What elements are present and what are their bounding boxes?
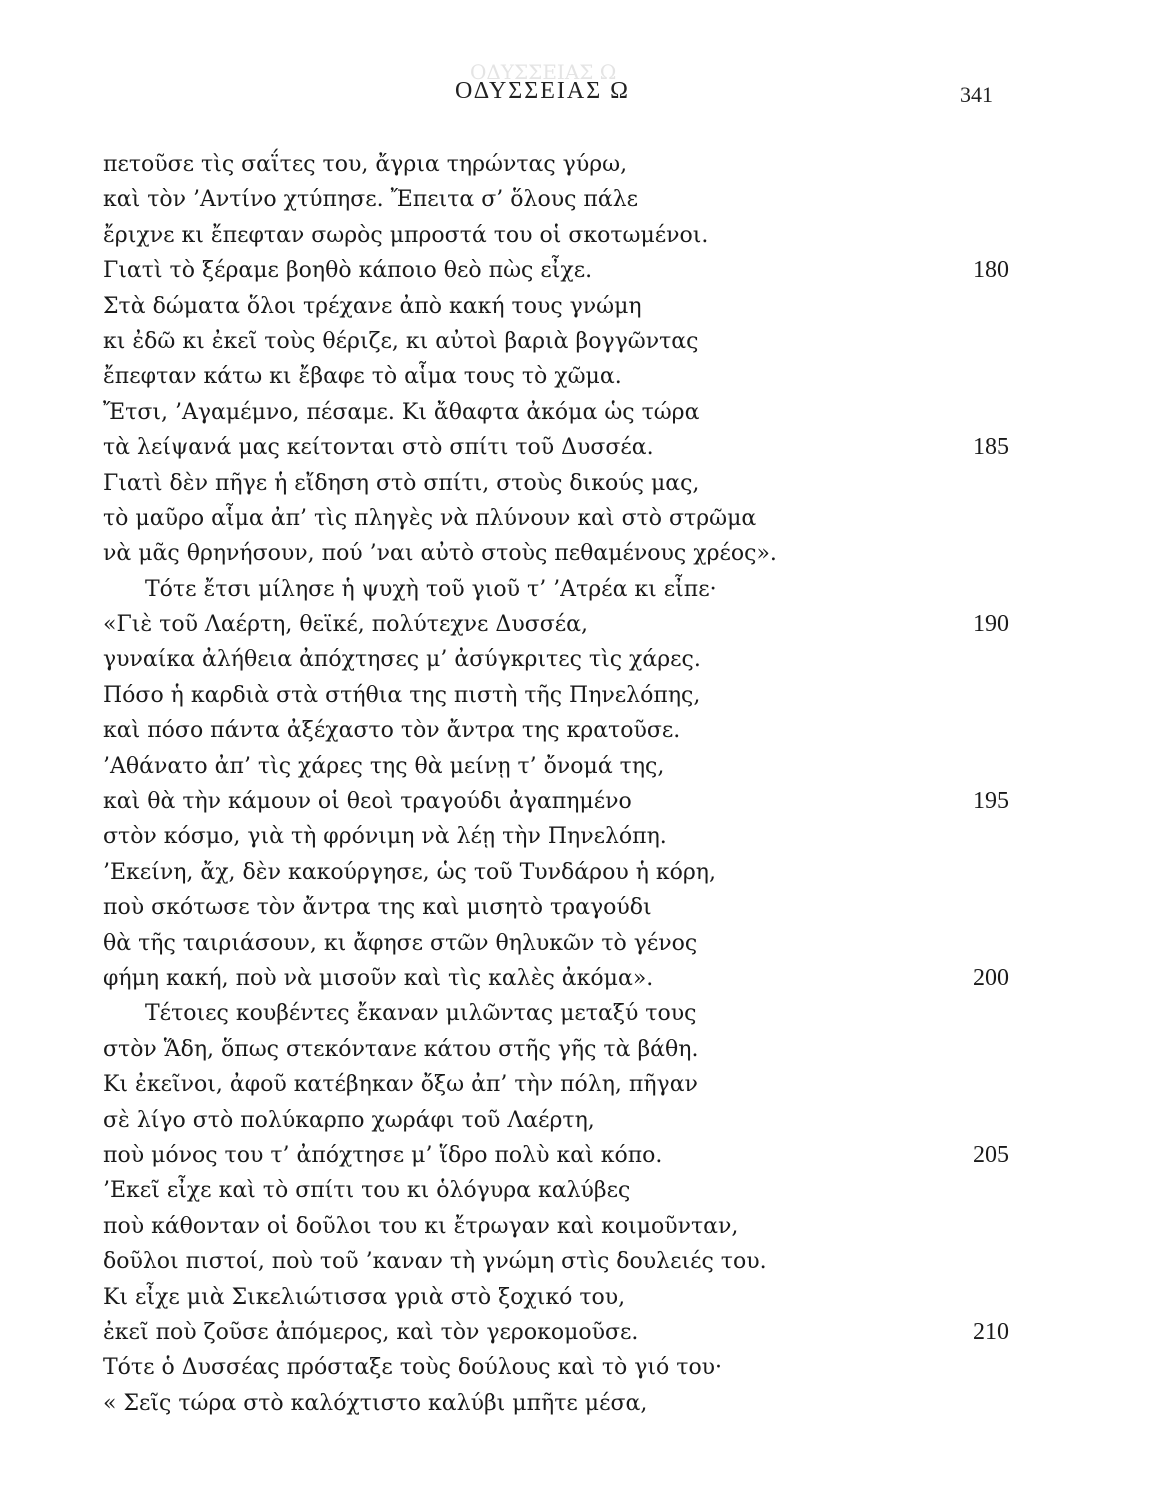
verse-text: ἔριχνε κι ἔπεφταν σωρὸς μπροστά του οἱ σκοτωμένοι. — [103, 222, 709, 248]
verse-line — [0, 1280, 1151, 1315]
verse-line — [0, 607, 1151, 642]
verse-line — [0, 182, 1151, 217]
verse-text: Τότε ἔτσι μίλησε ἡ ψυχὴ τοῦ γιοῦ τ’ ’Ατρέα κι εἶπε· — [145, 576, 717, 602]
verse-text: κι ἐδῶ κι ἐκεῖ τοὺς θέριζε, κι αὐτοὶ βαριὰ βογγῶντας — [103, 328, 699, 354]
verse-line — [0, 678, 1151, 713]
verse-line — [0, 855, 1151, 890]
verse-text: Γιατὶ δὲν πῆγε ἡ εἴδηση στὸ σπίτι, στοὺς δικούς μας, — [103, 470, 700, 496]
verse-line — [0, 1138, 1151, 1173]
line-number: 180 — [973, 257, 1009, 284]
verse-line — [0, 926, 1151, 961]
verse-text: Κι εἶχε μιὰ Σικελιώτισσα γριὰ στὸ ξοχικό του, — [103, 1284, 626, 1310]
verse-line — [0, 466, 1151, 501]
verse-text: γυναίκα ἀλήθεια ἀπόχτησες μ’ ἀσύγκριτες τὶς χάρες. — [103, 647, 701, 673]
verse-text: ποὺ κάθονταν οἱ δοῦλοι του κι ἔτρωγαν καὶ κοιμοῦνταν, — [103, 1213, 739, 1239]
verse-text: καὶ πόσο πάντα ἀξέχαστο τὸν ἄντρα της κρατοῦσε. — [103, 718, 681, 744]
verse-line — [0, 1386, 1151, 1421]
verse-line — [0, 961, 1151, 996]
verse-text: πετοῦσε τὶς σαΐτες του, ἄγρια τηρώντας γύρω, — [103, 152, 628, 177]
verse-line — [0, 253, 1151, 288]
verse-line — [0, 430, 1151, 465]
verse-text: Τότε ὁ Δυσσέας πρόσταξε τοὺς δούλους καὶ τὸ γιό του· — [103, 1355, 723, 1381]
verse-text: Γιατὶ τὸ ξέραμε βοηθὸ κάποιο θεὸ πὼς εἶχε. — [103, 258, 593, 284]
verse-line — [0, 324, 1151, 359]
verse-line — [0, 1032, 1151, 1067]
line-number: 190 — [973, 611, 1009, 638]
verse-line — [0, 1173, 1151, 1208]
running-head-title: ΟΔΥΣΣΕΙΑΣ Ω — [455, 78, 630, 104]
verse-line — [0, 1209, 1151, 1244]
verse-line — [0, 536, 1151, 571]
verse-text: στὸν Ἅδη, ὅπως στεκόντανε κάτου στῆς γῆς τὰ βάθη. — [103, 1036, 699, 1062]
verse-line — [0, 1103, 1151, 1138]
verse-line — [0, 218, 1151, 253]
verse-text: Κι ἐκεῖνοι, ἀφοῦ κατέβηκαν ὄξω ἀπ’ τὴν πόλη, πῆγαν — [103, 1072, 698, 1098]
poem-body — [0, 147, 1151, 1421]
verse-text: καὶ θὰ τὴν κάμουν οἱ θεοὶ τραγούδι ἀγαπημένο — [103, 789, 632, 815]
line-number: 200 — [973, 964, 1009, 991]
verse-text: ποὺ μόνος του τ’ ἀπόχτησε μ’ ἵδρο πολὺ καὶ κόπο. — [103, 1142, 663, 1168]
verse-text: τὰ λείψανά μας κείτονται στὸ σπίτι τοῦ Δυσσέα. — [103, 435, 654, 461]
verse-text: Στὰ δώματα ὅλοι τρέχανε ἀπὸ κακή τους γνώμη — [103, 293, 642, 319]
verse-line — [0, 819, 1151, 854]
verse-text: ποὺ σκότωσε τὸν ἄντρα της καὶ μισητὸ τραγούδι — [103, 895, 652, 921]
verse-line — [0, 890, 1151, 925]
verse-line — [0, 713, 1151, 748]
verse-text: δοῦλοι πιστοί, ποὺ τοῦ ’καναν τὴ γνώμη στὶς δουλειές του. — [103, 1249, 767, 1275]
verse-line — [0, 749, 1151, 784]
line-number: 195 — [973, 788, 1009, 815]
verse-line — [0, 1350, 1151, 1385]
verse-line — [0, 1067, 1151, 1102]
line-number: 205 — [973, 1141, 1009, 1168]
line-number: 210 — [973, 1318, 1009, 1345]
verse-line — [0, 359, 1151, 394]
verse-text: ’Αθάνατο ἀπ’ τὶς χάρες της θὰ μείνῃ τ’ ὄνομά της, — [103, 753, 665, 779]
verse-text: καὶ τὸν ’Αντίνο χτύπησε. Ἔπειτα σ’ ὅλους πάλε — [103, 187, 639, 213]
verse-text: ἔπεφταν κάτω κι ἔβαφε τὸ αἷμα τους τὸ χῶμα. — [103, 364, 622, 390]
verse-line — [0, 642, 1151, 677]
verse-text: τὸ μαῦρο αἷμα ἀπ’ τὶς πληγὲς νὰ πλύνουν καὶ στὸ στρῶμα — [103, 505, 757, 531]
verse-line — [0, 1244, 1151, 1279]
verse-text: νὰ μᾶς θρηνήσουν, πού ’ναι αὐτὸ στοὺς πεθαμένους χρέος». — [103, 541, 777, 567]
verse-text: «Γιὲ τοῦ Λαέρτη, θεϊκέ, πολύτεχνε Δυσσέα, — [103, 612, 588, 638]
verse-text: στὸν κόσμο, γιὰ τὴ φρόνιμη νὰ λέῃ τὴν Πηνελόπη. — [103, 824, 667, 850]
verse-text: Ἔτσι, ’Αγαμέμνο, πέσαμε. Κι ἄθαφτα ἀκόμα ὡς τώρα — [103, 399, 700, 425]
verse-text: « Σεῖς τώρα στὸ καλόχτιστο καλύβι μπῆτε μέσα, — [103, 1390, 648, 1416]
verse-text: ’Εκεῖ εἶχε καὶ τὸ σπίτι του κι ὁλόγυρα καλύβες — [103, 1178, 631, 1204]
verse-line — [0, 572, 1151, 607]
verse-text: Πόσο ἡ καρδιὰ στὰ στήθια της πιστὴ τῆς Πηνελόπης, — [103, 682, 701, 708]
page-number: 341 — [960, 82, 993, 107]
verse-line — [0, 1315, 1151, 1350]
verse-text: ἐκεῖ ποὺ ζοῦσε ἀπόμερος, καὶ τὸν γεροκομοῦσε. — [103, 1319, 639, 1345]
verse-line — [0, 147, 1151, 182]
verse-line — [0, 784, 1151, 819]
verse-line — [0, 996, 1151, 1031]
bleed-through-text: ΟΔΥΣΣΕΙΑΣ Ω — [470, 60, 617, 84]
verse-text: ’Εκείνη, ἄχ, δὲν κακούργησε, ὡς τοῦ Τυνδάρου ἡ κόρη, — [103, 859, 716, 885]
verse-text: σὲ λίγο στὸ πολύκαρπο χωράφι τοῦ Λαέρτη, — [103, 1107, 595, 1133]
verse-text: Τέτοιες κουβέντες ἔκαναν μιλῶντας μεταξύ τους — [145, 1001, 697, 1027]
verse-text: θὰ τῆς ταιριάσουν, κι ἄφησε στῶν θηλυκῶν τὸ γένος — [103, 930, 698, 956]
line-number: 185 — [973, 434, 1009, 461]
verse-line — [0, 289, 1151, 324]
verse-text: φήμη κακή, ποὺ νὰ μισοῦν καὶ τὶς καλὲς ἀκόμα». — [103, 965, 654, 991]
verse-line — [0, 395, 1151, 430]
verse-line — [0, 501, 1151, 536]
